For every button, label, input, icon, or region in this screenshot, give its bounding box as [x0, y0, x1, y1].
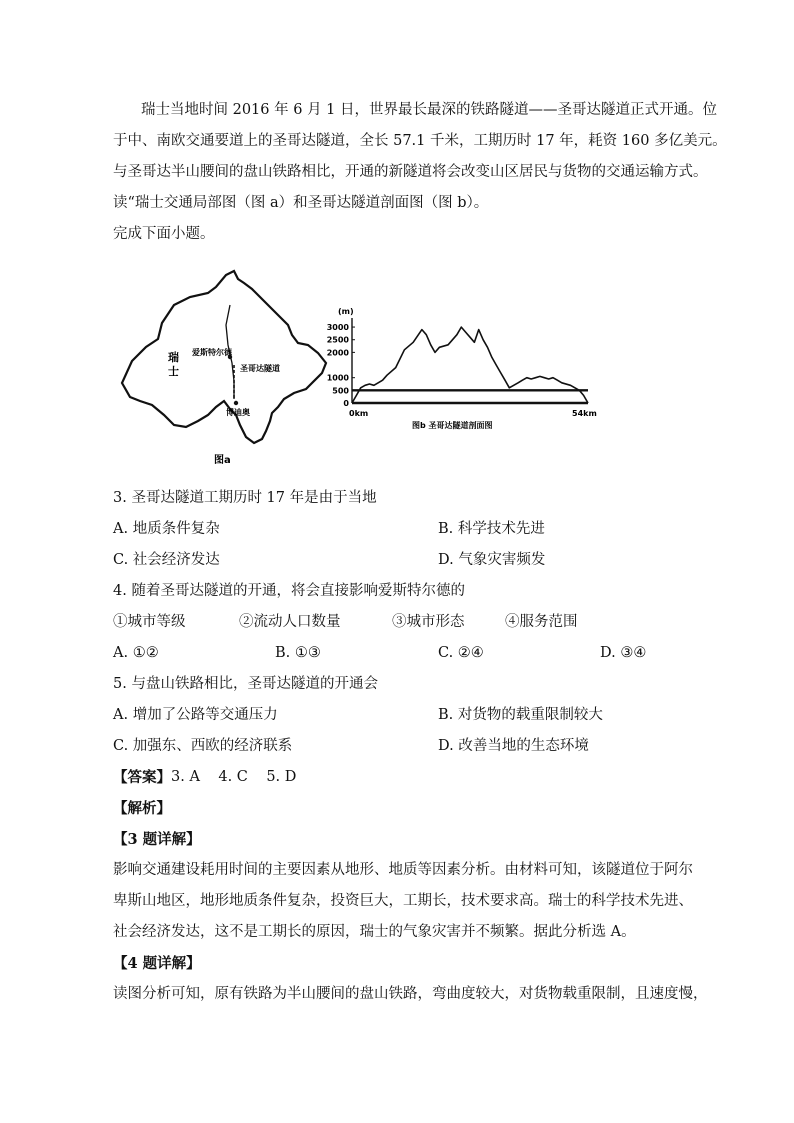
question-3-options-row-2: [113, 545, 713, 576]
question-4-items: [113, 607, 713, 638]
y-tick-label: 1000: [326, 373, 349, 383]
intro-line-3: 与圣哥达半山腰间的盘山铁路相比，开通的新隧道将会改变山区居民与货物的交通运输方式。: [113, 164, 708, 180]
intro-line-5: 完成下面小题。: [113, 226, 215, 242]
answer-row: [113, 762, 713, 793]
intro-line-4: 读“瑞士交通局部图（图 a）和圣哥达隧道剖面图（图 b）。: [113, 195, 489, 211]
intro-line-1: 瑞士当地时间 2016 年 6 月 1 日，世界最长最深的铁路隧道——圣哥达隧道正式开通。位: [141, 102, 718, 118]
question-4-options: [113, 638, 713, 669]
country-label-1: 瑞: [168, 351, 179, 364]
q3-option-a[interactable]: A. 地质条件复杂: [113, 521, 220, 537]
answer-text: 3. A 4. C 5. D: [171, 769, 297, 785]
q4-item-4: ④服务范围: [505, 614, 578, 630]
question-4-stem: 4. 随着圣哥达隧道的开通，将会直接影响爱斯特尔德的: [113, 583, 465, 599]
x-tick-start: 0km: [349, 409, 369, 418]
y-tick-label: 0: [343, 399, 349, 408]
tunnel-label: 圣哥达隧道: [240, 364, 280, 373]
q4-item-1: ①城市等级: [113, 614, 186, 630]
q3-analysis-line-2: 卑斯山地区，地形地质条件复杂，投资巨大，工期长，技术要求高。瑞士的科学技术先进、: [113, 893, 693, 909]
q4-analysis-label: 【4 题详解】: [113, 955, 201, 972]
q5-option-c[interactable]: C. 加强东、西欧的经济联系: [113, 738, 293, 754]
q5-option-d[interactable]: D. 改善当地的生态环境: [438, 738, 589, 754]
figure-b-profile-chart: [326, 302, 610, 436]
figure-b-caption: 图b 圣哥达隧道剖面图: [412, 421, 493, 430]
q4-item-2: ②流动人口数量: [239, 614, 341, 630]
q4-option-b[interactable]: B. ①③: [275, 645, 321, 661]
y-axis-unit: (m): [338, 307, 354, 316]
q5-option-a[interactable]: A. 增加了公路等交通压力: [113, 707, 278, 723]
q3-analysis-line-3: 社会经济发达，这不是工期长的原因，瑞士的气象灾害并不频繁。据此分析选 A。: [113, 924, 636, 940]
q4-option-c[interactable]: C. ②④: [438, 645, 484, 661]
city2-marker: [234, 401, 238, 405]
city2-label: 博迪奥: [226, 408, 250, 417]
switzerland-outline: [122, 271, 326, 443]
figure-a-caption: 图a: [214, 455, 231, 466]
q4-option-a[interactable]: A. ①②: [113, 645, 159, 661]
q3-option-d[interactable]: D. 气象灾害频发: [438, 552, 546, 568]
y-tick-label: 500: [332, 386, 349, 396]
q4-analysis-line-1: 读图分析可知，原有铁路为半山腰间的盘山铁路，弯曲度较大，对货物载重限制，且速度慢，: [113, 986, 708, 1002]
intro-line-2: 于中、南欧交通要道上的圣哥达隧道，全长 57.1 千米，工期历时 17 年，耗资 160 多亿美元。: [113, 133, 727, 149]
q3-option-c[interactable]: C. 社会经济发达: [113, 552, 220, 568]
city-label: 爱斯特尔德: [192, 348, 232, 357]
question-5-options-row-1: [113, 700, 713, 731]
figure-a-map: [112, 265, 332, 470]
y-tick-label: 2500: [326, 335, 349, 345]
q4-item-3: ③城市形态: [392, 614, 465, 630]
q5-option-b[interactable]: B. 对货物的载重限制较大: [438, 707, 603, 723]
question-3-options-row-1: [113, 514, 713, 545]
q4-option-d[interactable]: D. ③④: [600, 645, 647, 661]
question-3-stem: 3. 圣哥达隧道工期历时 17 年是由于当地: [113, 490, 377, 506]
y-tick-label: 2000: [326, 348, 349, 358]
q3-analysis-label: 【3 题详解】: [113, 831, 201, 848]
analysis-label: 【解析】: [113, 800, 171, 817]
question-5-stem: 5. 与盘山铁路相比，圣哥达隧道的开通会: [113, 676, 378, 692]
terrain-profile-line: [352, 327, 588, 403]
question-5-options-row-2: [113, 731, 713, 762]
country-label-2: 士: [168, 365, 179, 378]
q3-option-b[interactable]: B. 科学技术先进: [438, 521, 545, 537]
q3-analysis-line-1: 影响交通建设耗用时间的主要因素从地形、地质等因素分析。由材料可知，该隧道位于阿尔: [113, 862, 693, 878]
y-tick-label: 3000: [326, 323, 349, 333]
answer-label: 【答案】: [113, 769, 171, 786]
x-tick-end: 54km: [572, 409, 597, 418]
